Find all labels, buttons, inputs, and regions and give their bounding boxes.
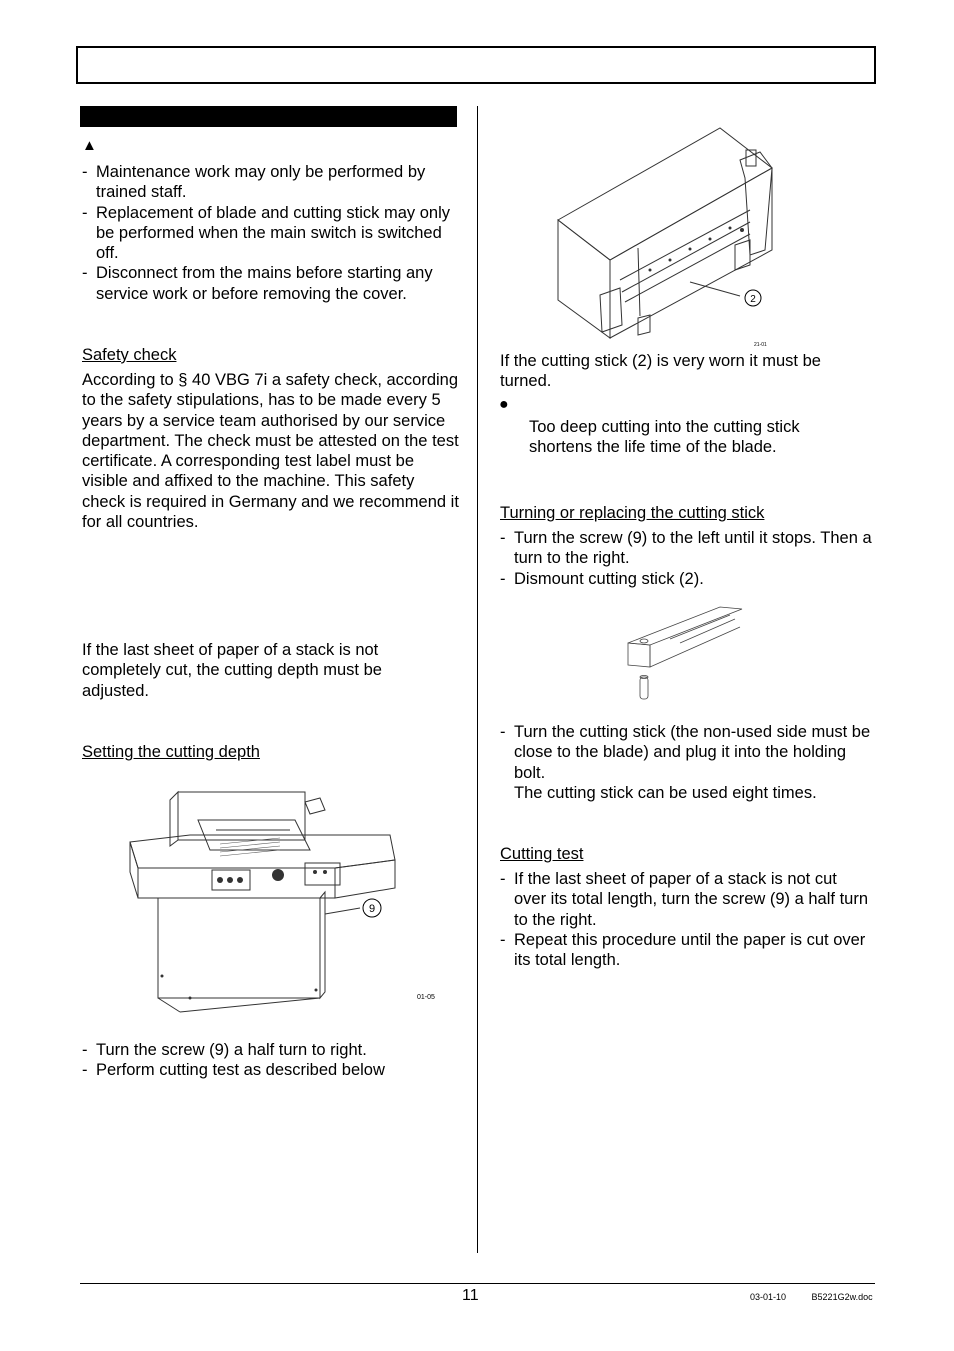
setting-steps-list	[82, 1040, 457, 1081]
cutting-stick-housing-figure	[550, 120, 790, 350]
list-item: - Perform cutting test as described below	[82, 1060, 457, 1080]
warning-list	[82, 162, 457, 304]
plug-step-list	[500, 722, 875, 803]
header-box	[76, 46, 876, 84]
figure-code: 01-05	[417, 994, 435, 1001]
list-item: - Maintenance work may only be performed by trained staff.	[82, 162, 457, 203]
list-item: - Turn the screw (9) a half turn to right.	[82, 1040, 457, 1060]
callout-label: 2	[750, 294, 756, 305]
plug-step-note: The cutting stick can be used eight times.	[514, 783, 817, 802]
plug-step-text: Turn the cutting stick (the non-used side must be close to the blade) and plug it into the holding bolt.	[514, 723, 871, 782]
list-item: - Disconnect from the mains before starting any service work or before removing the cover.	[82, 263, 457, 304]
safety-check-heading: Safety check	[82, 346, 177, 364]
worn-stick-text: If the cutting stick (2) is very worn it must be turned.	[500, 352, 821, 391]
list-item: - Replacement of blade and cutting stick may only be performed when the main switch is switched off.	[82, 203, 457, 264]
footer-meta	[750, 1292, 873, 1303]
section-title-bar	[80, 106, 457, 127]
cutting-test-heading: Cutting test	[500, 845, 584, 863]
footer-filename: B5221G2w.doc	[811, 1292, 873, 1302]
list-item: - Turn the screw (9) to the left until it stops. Then a turn to the right.	[500, 528, 872, 569]
footer-date: 03-01-10	[750, 1292, 787, 1302]
safety-check-text: According to § 40 VBG 7i a safety check, according to the safety stipulations, has to be made every 5 years by a service team authorised by our service department. The check must be attested on the test certificate. A corresponding test label must be visible and affixed to the machine. This safety check is required in Germany and we recommend it for all countries.	[82, 371, 459, 532]
depth-intro-text: If the last sheet of paper of a stack is not completely cut, the cutting depth must be adjusted.	[82, 641, 382, 700]
warning-icon: ▲	[82, 137, 97, 154]
turning-heading: Turning or replacing the cutting stick	[500, 504, 765, 522]
page-number: 11	[462, 1287, 479, 1304]
list-item: - If the last sheet of paper of a stack is not cut over its total length, turn the screw (9) a half turn to the right.	[500, 869, 872, 930]
list-item: - Repeat this procedure until the paper is cut over its total length.	[500, 930, 872, 971]
turning-steps-list	[500, 528, 872, 589]
setting-depth-heading: Setting the cutting depth	[82, 743, 260, 761]
list-item	[500, 722, 875, 803]
cutting-test-list	[500, 869, 872, 970]
figure-code: 21-01	[754, 342, 767, 348]
cutting-stick-figure	[620, 605, 750, 705]
note-bullet-icon: ●	[499, 396, 509, 413]
cutting-machine-figure	[120, 780, 450, 1025]
note-text: Too deep cutting into the cutting stick shortens the life time of the blade.	[529, 418, 800, 457]
column-divider	[477, 106, 478, 1253]
callout-label: 9	[368, 903, 376, 915]
list-item: - Dismount cutting stick (2).	[500, 569, 872, 589]
footer-rule	[80, 1283, 875, 1284]
